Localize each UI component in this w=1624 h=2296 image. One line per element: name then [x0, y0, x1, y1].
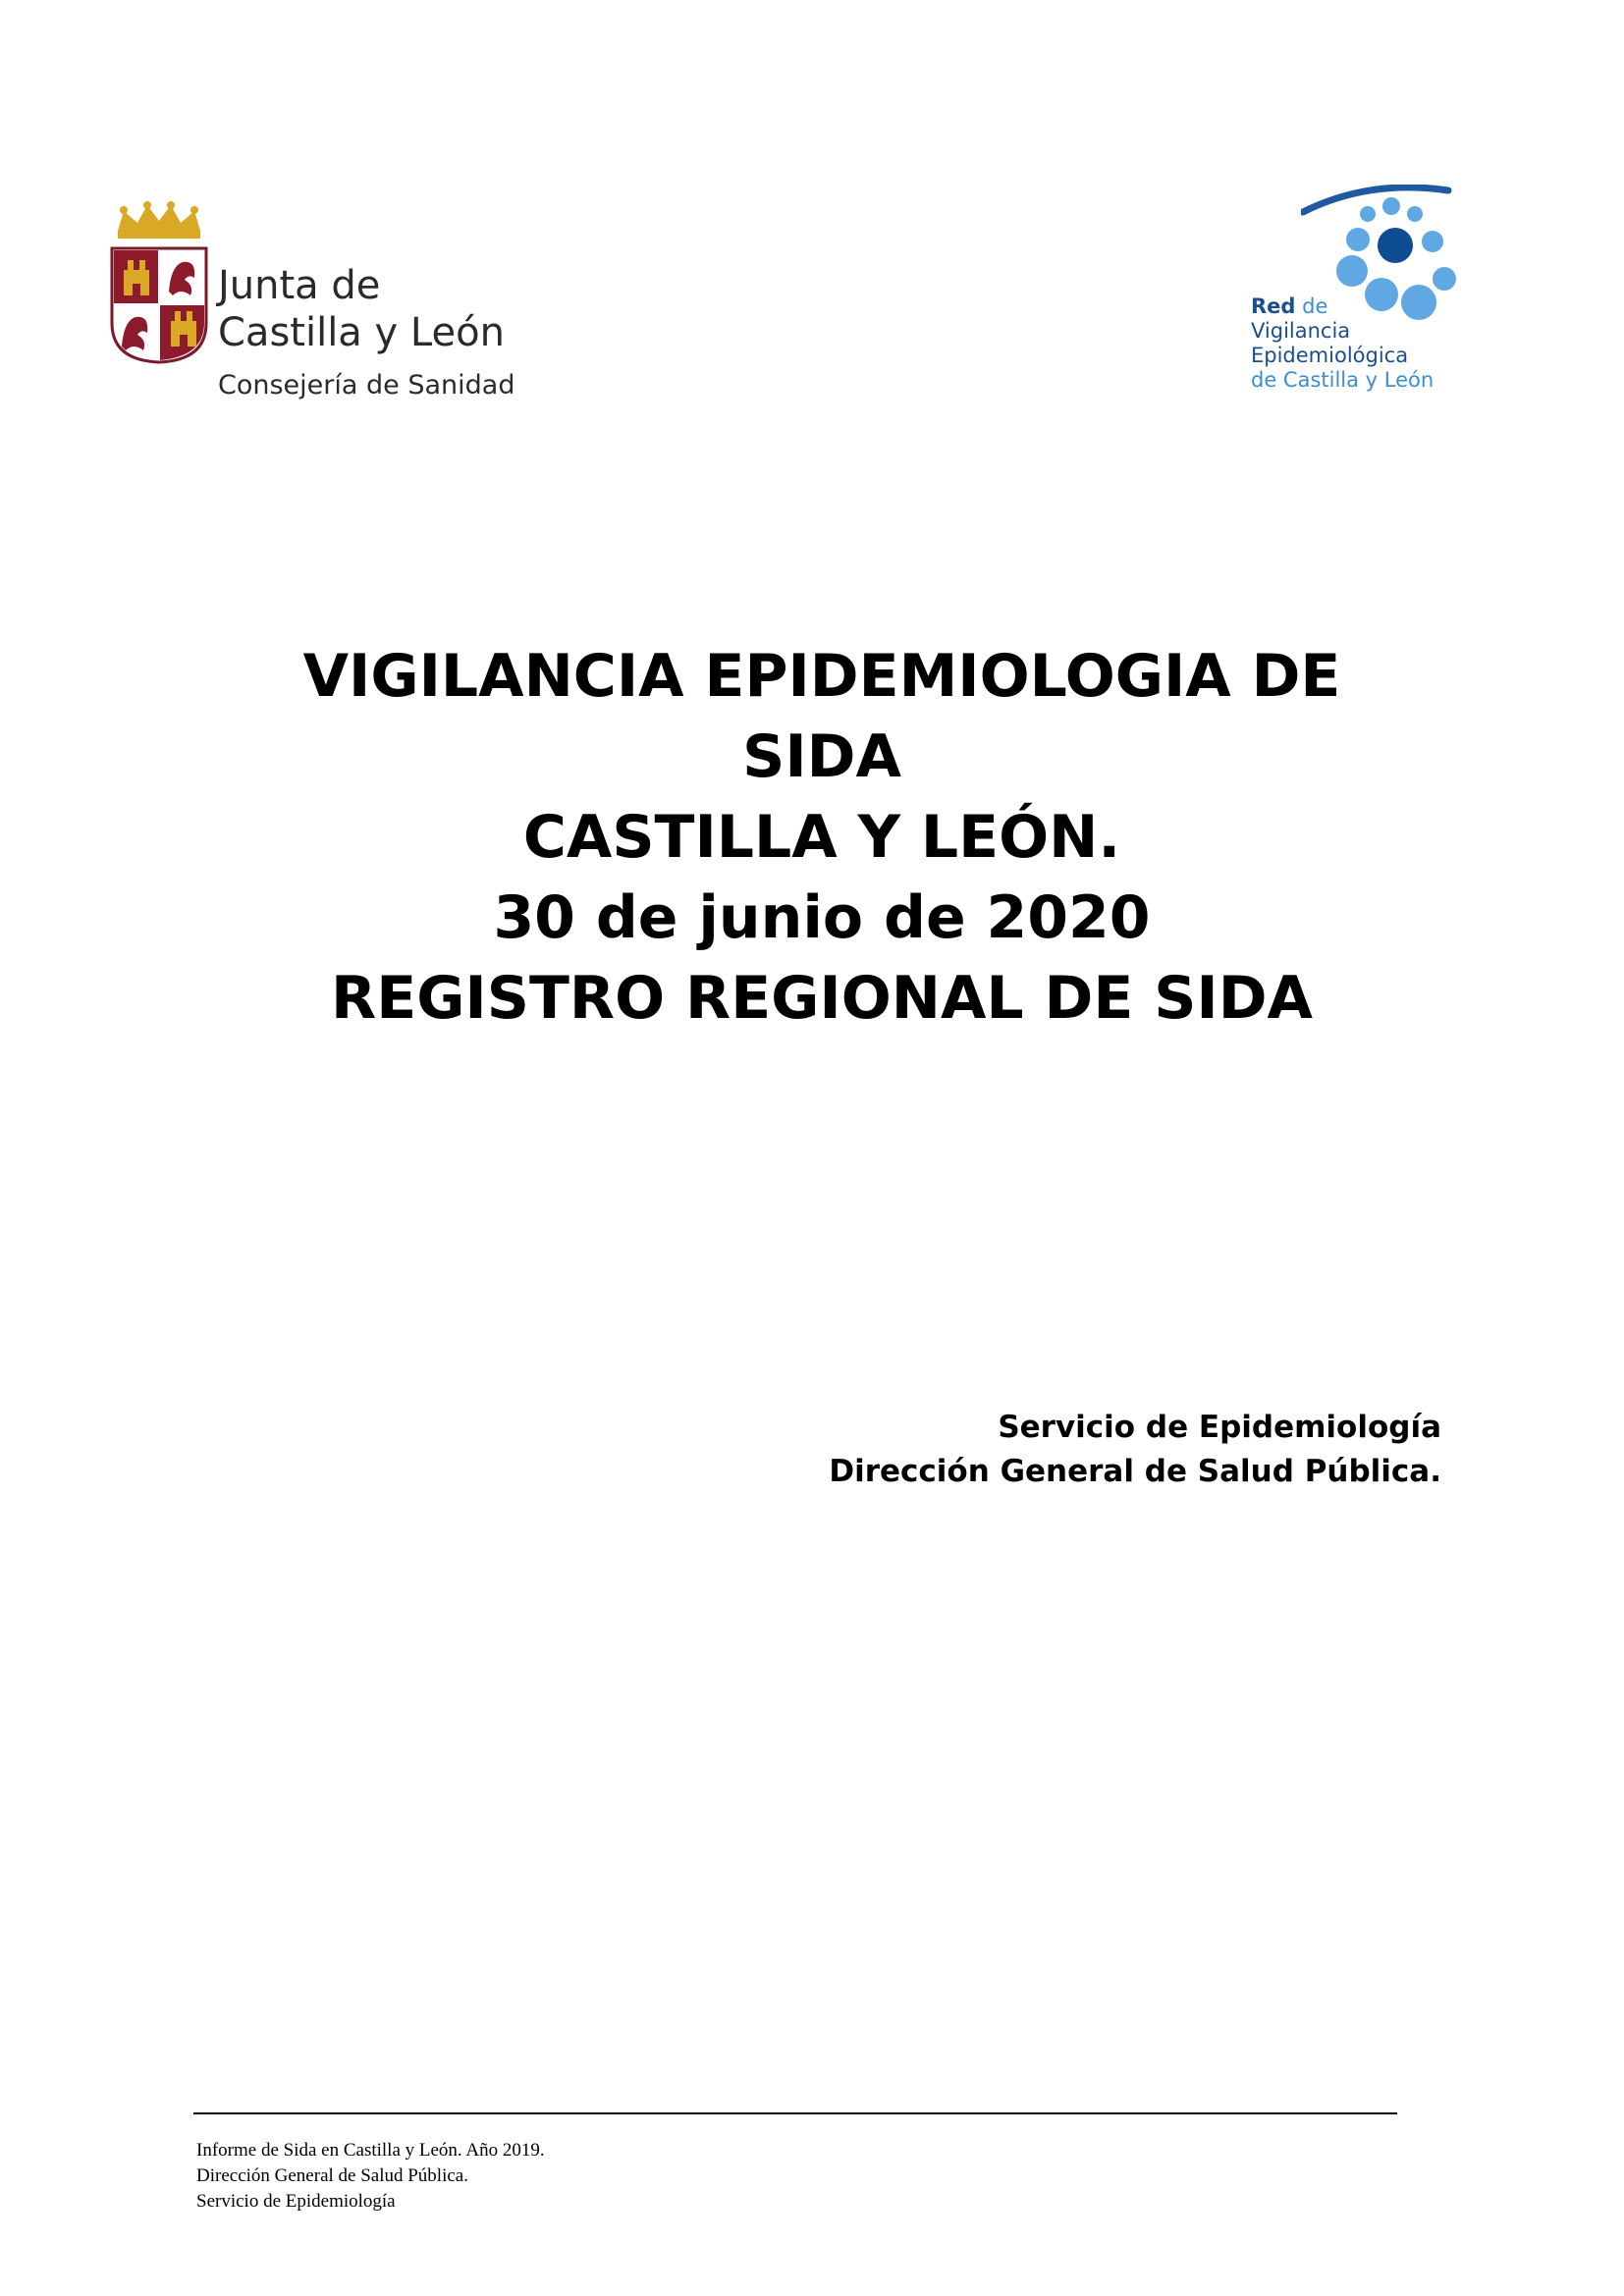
title-line-3: CASTILLA Y LEÓN. [522, 803, 1121, 872]
junta-name [218, 262, 505, 356]
junta-name-line1: Junta de [218, 263, 381, 308]
title-line-5: REGISTRO REGIONAL DE SIDA [331, 964, 1313, 1033]
page-footer [196, 2138, 545, 2215]
directorate-name: Dirección General de Salud Pública. [829, 1454, 1441, 1489]
red-line3: Epidemiológica [1251, 344, 1409, 367]
red-vigilancia-logo [1247, 185, 1492, 400]
footer-line-3: Servicio de Epidemiología [196, 2191, 396, 2212]
document-title [128, 636, 1516, 1039]
title-line-4: 30 de junio de 2020 [493, 883, 1151, 952]
red-line1-bold: Red [1251, 294, 1296, 318]
coat-of-arms-icon [110, 246, 208, 364]
red-line4: de Castilla y León [1251, 368, 1435, 392]
title-line-1: VIGILANCIA EPIDEMIOLOGIA DE [302, 642, 1341, 711]
junta-castilla-leon-logo [108, 201, 569, 412]
title-line-2: SIDA [742, 722, 901, 791]
red-line2: Vigilancia [1251, 319, 1351, 343]
service-name: Servicio de Epidemiología [998, 1410, 1441, 1445]
footer-divider [193, 2112, 1397, 2114]
footer-line-1: Informe de Sida en Castilla y León. Año 2019. [196, 2140, 545, 2161]
author-block [829, 1406, 1441, 1494]
red-line1-rest: de [1302, 294, 1328, 318]
red-vigilancia-text [1251, 294, 1434, 393]
junta-name-line2: Castilla y León [218, 310, 505, 355]
footer-line-2: Dirección General de Salud Pública. [196, 2165, 468, 2186]
department-name: Consejería de Sanidad [218, 370, 515, 400]
crown-icon [114, 201, 204, 240]
